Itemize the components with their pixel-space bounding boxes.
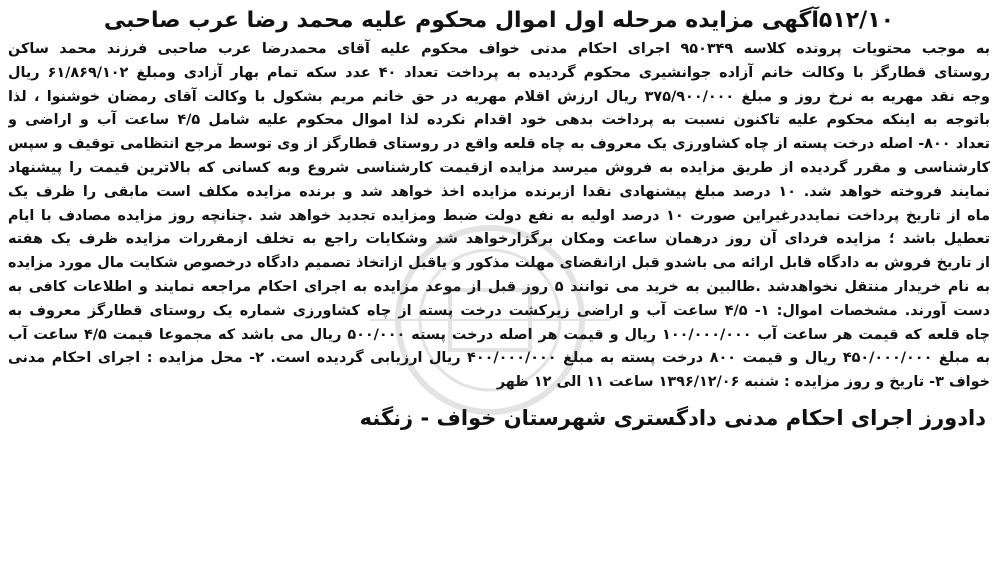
notice-line: خواف ۳- تاریخ و روز مزایده : شنبه ۱۳۹۶/۱۲/۰۶ ساعت ۱۱ الی ۱۲ ظهر — [496, 374, 990, 391]
notice-line: نمایند فروخته خواهد شد. ۱۰ درصد مبلغ پیشنهادی نقدا ازبرنده مزایده اخذ خواهد شد و برنده مزایده مکلف است مابقی را ظرف یک — [8, 183, 990, 200]
notice-title: ۵۱۲/۱۰آگهی مزایده مرحله اول اموال محکوم علیه محمد رضا عرب صاحبی — [103, 8, 895, 33]
notice-line: به نام خریدار منتقل نخواهدشد .طالبین به خرید می توانند ۵ روز قبل از موعد مزایده به اجرای احکام مراجعه نمایند و اطلاعات کافی به — [8, 278, 990, 295]
notice-line: دست آورند. مشخصات اموال: ۱- ۴/۵ ساعت آب و اراضی زیرکشت درخت پسته از چاه کشاورزی شماره یک روستای قطارگز معروف به — [8, 302, 990, 319]
notice-line: وجه نقد مهریه به نرخ روز و مبلغ ۳۷۵/۹۰۰/۰۰۰ ریال ارزش اقلام مهریه در حق خانم مریم بشکول با وکالت آقای رمضان خوشنوا ، لذا — [8, 88, 990, 105]
notice-signature: دادورز اجرای احکام مدنی دادگستری شهرستان خواف - زنگنه — [359, 405, 986, 430]
notice-line: از تاریخ فروش به دادگاه قابل ارائه می باشدو قبل ازانقضای مهلت مذکور و یاقبل ازاتخاذ تصمیم دادگاه درخصوص شکایت مال مورد مزایده — [8, 255, 990, 272]
notice-line: به مبلغ ۴۵۰/۰۰۰/۰۰۰ ریال و قیمت ۸۰۰ درخت پسته به مبلغ ۴۰۰/۰۰۰/۰۰۰ ریال ارزیابی گردیده است. ۲- محل مزایده : اجرای احکام مدنی — [8, 350, 990, 367]
notice-line: تعداد ۸۰۰- اصله درخت پسته از چاه کشاورزی یک معروف به چاه قلعه واقع در روستای قطارگز از وی توسط مرجع انتظامی توقیف و سپس — [8, 136, 990, 153]
notice-line: به موجب محتویات پرونده کلاسه ۹۵۰۳۴۹ اجرای احکام مدنی خواف محکوم علیه آقای محمدرضا عرب صاحبی فرزند محمد ساکن — [8, 41, 990, 57]
notice-line: چاه قلعه که قیمت هر ساعت آب ۱۰۰/۰۰۰/۰۰۰ ریال و قیمت هر اصله درخت پسته ۵۰۰/۰۰۰ ریال می باشد که مجموعا قیمت ۴/۵ ساعت آب — [8, 326, 990, 343]
notice-body — [8, 38, 990, 395]
notice-line: تعطیل باشد ؛ مزایده فردای آن روز درهمان ساعت ومکان برگزارخواهد شد وشکایات راجع به تخلف ازمقررات مزایده ظرف یک هفته — [8, 231, 990, 248]
notice-line: کارشناسی و مقرر گردیده از طریق مزایده به فروش میرسد مزایده ازقیمت کارشناسی شروع وبه کسانی که بالاترین قیمت را پیشنهاد — [8, 159, 990, 176]
notice-line: باتوجه به اینکه محکوم علیه تاکنون نسبت به پرداخت بدهی خود اقدام نکرده لذا اموال محکوم علیه شامل ۴/۵ ساعت آب و اراضی و — [8, 112, 990, 129]
notice-line: روستای قطارگز با وکالت خانم آزاده جوانشیری محکوم گردیده به پرداخت تعداد ۴۰ عدد سکه تمام بهار آزادی ومبلغ ۶۱/۸۶۹/۱۰۲ ریال — [8, 64, 990, 81]
notice-line: ماه از تاریخ پرداخت نمایددرغیراین صورت ۱۰ درصد اولیه به نفع دولت ضبط ومزایده تجدید خواهد شد .چنانچه روز مزایده مصادف با ایام — [8, 207, 990, 224]
